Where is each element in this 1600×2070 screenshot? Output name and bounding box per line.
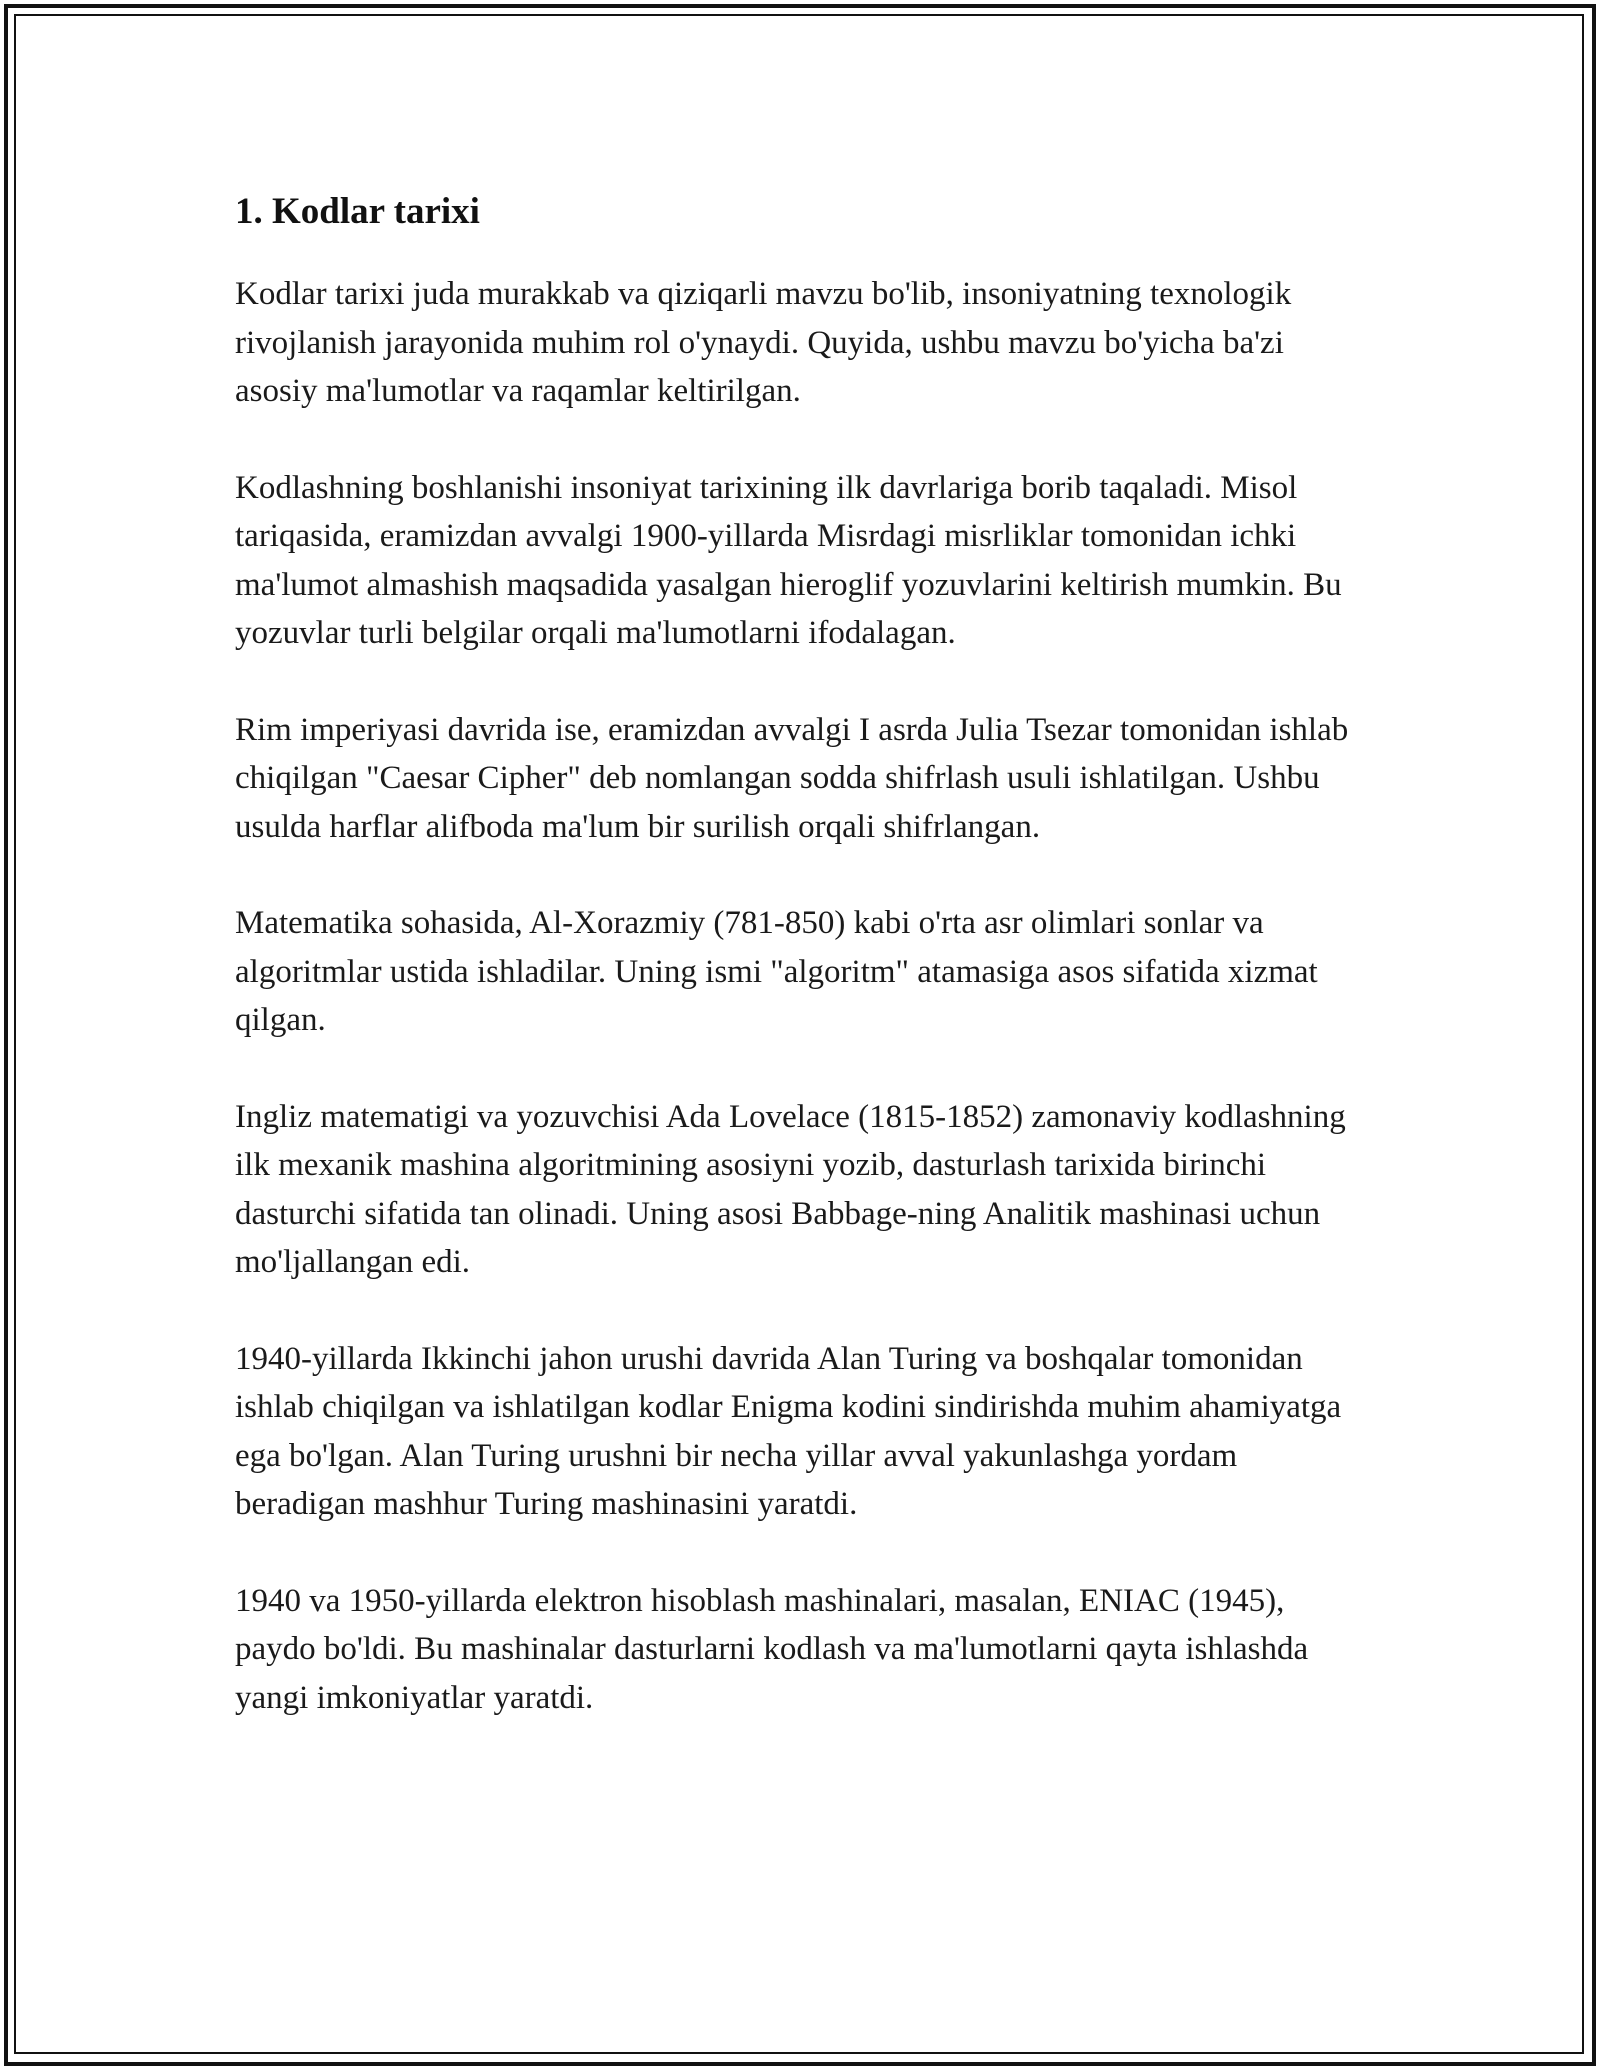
section-heading: 1. Kodlar tarixi bbox=[235, 191, 480, 232]
document-body bbox=[235, 184, 1370, 1770]
paragraph-al-khwarizmi: Matematika sohasida, Al-Xorazmiy (781-850) kabi o'rta asr olimlari sonlar va algoritmlar ustida ishladilar. Uning ismi "algoritm" atamasiga asos sifatida xizmat qilgan. bbox=[235, 905, 1318, 1038]
paragraph-alan-turing: 1940-yillarda Ikkinchi jahon urushi davrida Alan Turing va boshqalar tomonidan ishlab chiqilgan va ishlatilgan kodlar Enigma kodini sindirishda muhim ahamiyatga ega bo'lgan. Alan Turing urushni bir necha yillar avval yakunlashga yordam beradigan mashhur Turing mashinasini yaratdi. bbox=[235, 1340, 1342, 1522]
paragraph-eniac: 1940 va 1950-yillarda elektron hisoblash mashinalari, masalan, ENIAC (1945), paydo bo'ldi. Bu mashinalar dasturlarni kodlash va ma'lumotlarni qayta ishlashda yangi imkoniyatlar yaratdi. bbox=[235, 1582, 1309, 1716]
paragraph-caesar-cipher: Rim imperiyasi davrida ise, eramizdan avvalgi I asrda Julia Tsezar tomonidan ishlab chiqilgan "Caesar Cipher" deb nomlangan sodda shifrlash usuli ishlatilgan. Ushbu usulda harflar alifboda ma'lum bir surilish orqali shifrlangan. bbox=[235, 711, 1349, 845]
paragraph-egypt-hieroglyphs: Kodlashning boshlanishi insoniyat tarixining ilk davrlariga borib taqaladi. Misol tariqasida, eramizdan avvalgi 1900-yillarda Misrdagi misrliklar tomonidan ichki ma'lumot almashish maqsadida yasalgan hieroglif yozuvlarini keltirish mumkin. Bu yozuvlar turli belgilar orqali ma'lumotlarni ifodalagan. bbox=[235, 469, 1342, 651]
paragraph-intro: Kodlar tarixi juda murakkab va qiziqarli mavzu bo'lib, insoniyatning texnologik rivojlanish jarayonida muhim rol o'ynaydi. Quyida, ushbu mavzu bo'yicha ba'zi asosiy ma'lumotlar va raqamlar keltirilgan. bbox=[235, 276, 1292, 409]
paragraph-ada-lovelace: Ingliz matematigi va yozuvchisi Ada Lovelace (1815-1852) zamonaviy kodlashning ilk mexanik mashina algoritmining asosiyni yozib, dasturlash tarixida birinchi dasturchi sifatida tan olinadi. Uning asosi Babbage-ning Analitik mashinasi uchun mo'ljallangan edi. bbox=[235, 1098, 1346, 1280]
